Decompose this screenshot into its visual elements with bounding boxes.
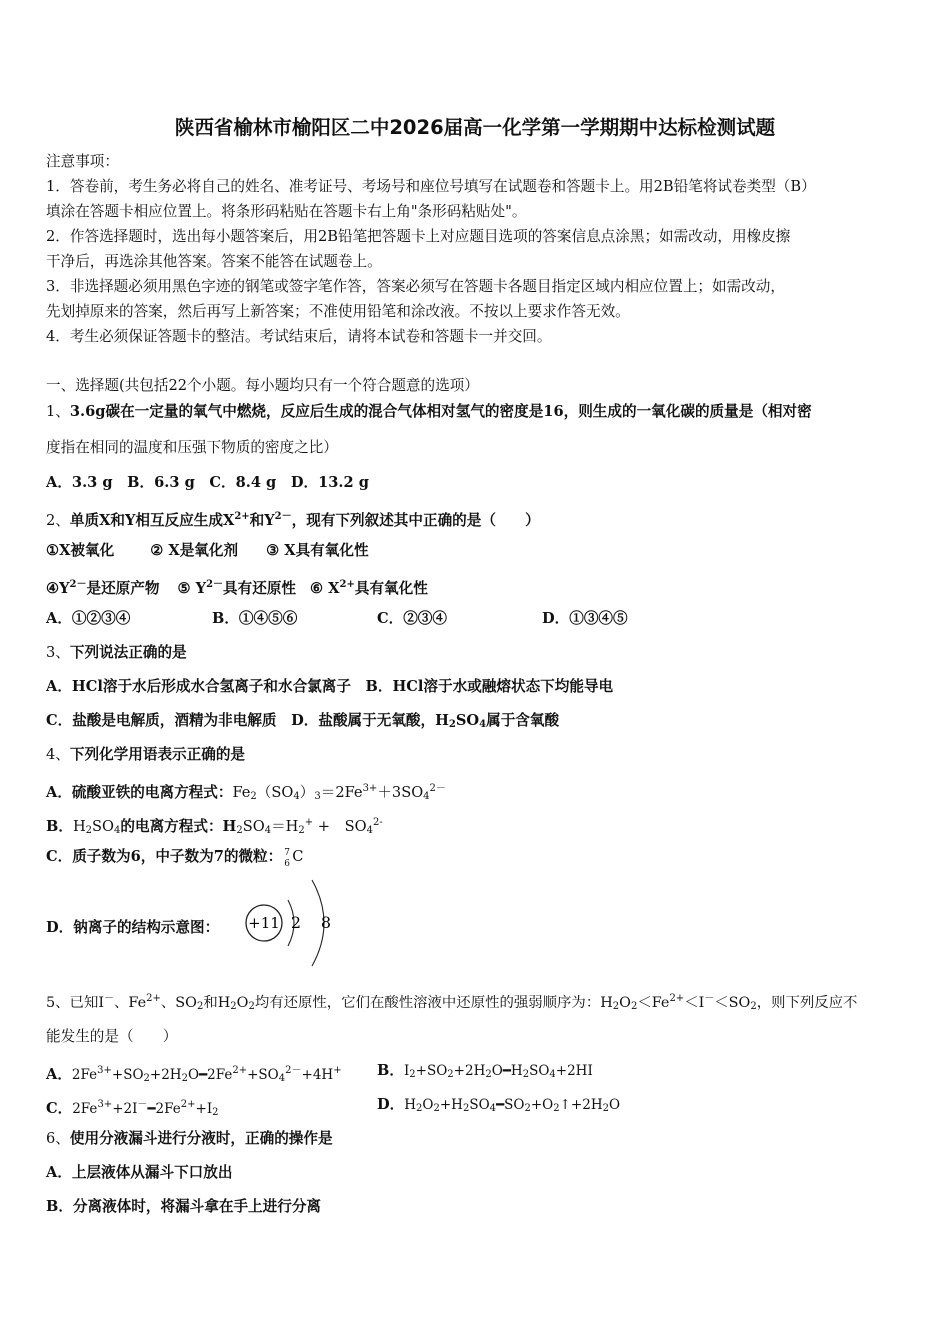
question-4-stem: 4、下列化学用语表示正确的是 [46, 746, 246, 763]
question-number: 5、 [46, 995, 70, 1011]
question-2-option-b: B．①④⑤⑥ [212, 610, 298, 627]
question-5-option-b: B．$I_2+SO_2+2H_2O━H_2SO_4+2HI$ [377, 1062, 593, 1080]
question-4-option-c: C．质子数为6，中子数为7的微粒： 7 6 C [46, 848, 304, 869]
notice-line-2: 填涂在答题卡相应位置上。将条形码粘贴在答题卡右上角"条形码粘贴处"。 [46, 203, 527, 220]
question-1-stem: 3.6g碳在一定量的氧气中燃烧，反应后生成的混合气体相对氢气的密度是16，则生成的一氧化碳的质量是（相对密 [69, 403, 812, 420]
page-title: 陕西省榆林市榆阳区二中2026届高一化学第一学期期中达标检测试题 [174, 116, 776, 139]
notice-heading: 注意事项： [46, 153, 119, 170]
section-heading: 一、选择题(共包括22个小题。每小题均只有一个符合题意的选项） [46, 377, 479, 394]
question-6-option-a: A．上层液体从漏斗下口放出 [46, 1164, 233, 1181]
question-number: 3、 [46, 644, 70, 661]
notice-line-4: 干净后，再选涂其他答案。答案不能答在试题卷上。 [46, 253, 382, 270]
question-6-option-b: B．分离液体时，将漏斗拿在手上进行分离 [46, 1198, 322, 1215]
notice-line-5: 3．非选择题必须用黑色字迹的钢笔或签字笔作答，答案必须写在答题卡各题目指定区域内相应位置上；如需改动， [46, 278, 785, 295]
shell-2-electrons: 8 [320, 913, 332, 932]
question-2-option-a: A．①②③④ [46, 610, 131, 627]
question-3-options-row-1: A．HCl溶于水后形成水合氢离子和水合氯离子 B．HCl溶于水或融熔状态下均能导电 [46, 678, 614, 695]
shell-1-electrons: 2 [290, 913, 302, 932]
question-4-option-d-label: D．钠离子的结构示意图： [46, 919, 220, 936]
question-5-option-c: C．$2Fe^{3+}+2I^-━2Fe^{2+}+I_2$ [46, 1099, 219, 1118]
nucleus-charge-label: +11 [248, 914, 280, 932]
question-5-option-d: D．$H_2O_2+H_2SO_4━SO_2+O_2↑+2H_2O$ [377, 1096, 621, 1114]
question-2-statements-row-2: $④Y^{2-}$是还原产物 ⑤ $Y^{2-}$具有还原性 ⑥ $X^{2+}$具有氧化性 [46, 579, 428, 597]
question-3-options-row-2: C．盐酸是电解质，酒精为非电解质 D．盐酸属于无氧酸，$H_2SO_4$属于含氧酸 [46, 712, 560, 730]
question-2-statements-row-1: ①X被氧化 ② X是氧化剂 ③ X具有氧化性 [46, 542, 369, 559]
question-number: 6、 [46, 1130, 70, 1147]
question-4-option-b: B．$H_2SO_4$的电离方程式：$H_2SO_4=H_2^+$ + $SO_4^{2-}$ [46, 817, 383, 836]
notice-line-7: 4．考生必须保证答题卡的整洁。考试结束后，请将本试卷和答题卡一并交回。 [46, 328, 552, 345]
notice-line-3: 2．作答选择题时，选出每小题答案后，用2B铅笔把答题卡上对应题目选项的答案信息点涂黑；如需改动，用橡皮擦 [46, 228, 791, 245]
question-1-options: A．3.3 g B．6.3 g C．8.4 g D．13.2 g [46, 474, 369, 491]
question-1-line-2: 度指在相同的温度和压强下物质的密度之比） [46, 439, 338, 456]
question-number: 2、 [46, 512, 70, 529]
question-5-line-2: 能发生的是（ ） [46, 1028, 178, 1045]
nuclide-notation: 7 6 [284, 848, 290, 869]
notice-line-6: 先划掉原来的答案，然后再写上新答案；不准使用铅笔和涂改液。不按以上要求作答无效。 [46, 303, 630, 320]
question-2-option-c: C．②③④ [377, 610, 447, 627]
question-number: 4、 [46, 746, 70, 763]
question-6-stem: 6、使用分液漏斗进行分液时，正确的操作是 [46, 1130, 333, 1147]
question-2-stem: 2、单质X和Y相互反应生成$X^{2+}$和$Y^{2-}$，现有下列叙述其中正确的是（ ） [46, 511, 540, 529]
question-3-stem: 3、下列说法正确的是 [46, 644, 187, 661]
question-2-option-d: D．①③④⑤ [542, 610, 628, 627]
question-4-option-a: A．硫酸亚铁的电离方程式：$Fe_2(SO_4)_3=2Fe^{3+}+3SO_4^{2-}$ [46, 783, 446, 802]
question-1-line-1 [46, 402, 812, 422]
question-number: 1、 [46, 403, 70, 420]
notice-line-1: 1．答卷前，考生务必将自己的姓名、准考证号、考场号和座位号填写在试题卷和答题卡上。用2B铅笔将试卷类型（B） [46, 178, 816, 195]
sodium-ion-structure-diagram [238, 874, 338, 968]
question-5-option-a: A．$2Fe^{3+}+SO_2+2H_2O━2Fe^{2+}+SO_4^{2-}+4H^+$ [46, 1065, 342, 1084]
question-5-line-1: 5、已知I－、$Fe^{2+}$、$SO_2$和$H_2O_2$均有还原性，它们在酸性溶液中还原性的强弱顺序为：$H_2O_2<Fe^{2+}<I^-<SO_2$，则下列反应不 [46, 993, 858, 1012]
